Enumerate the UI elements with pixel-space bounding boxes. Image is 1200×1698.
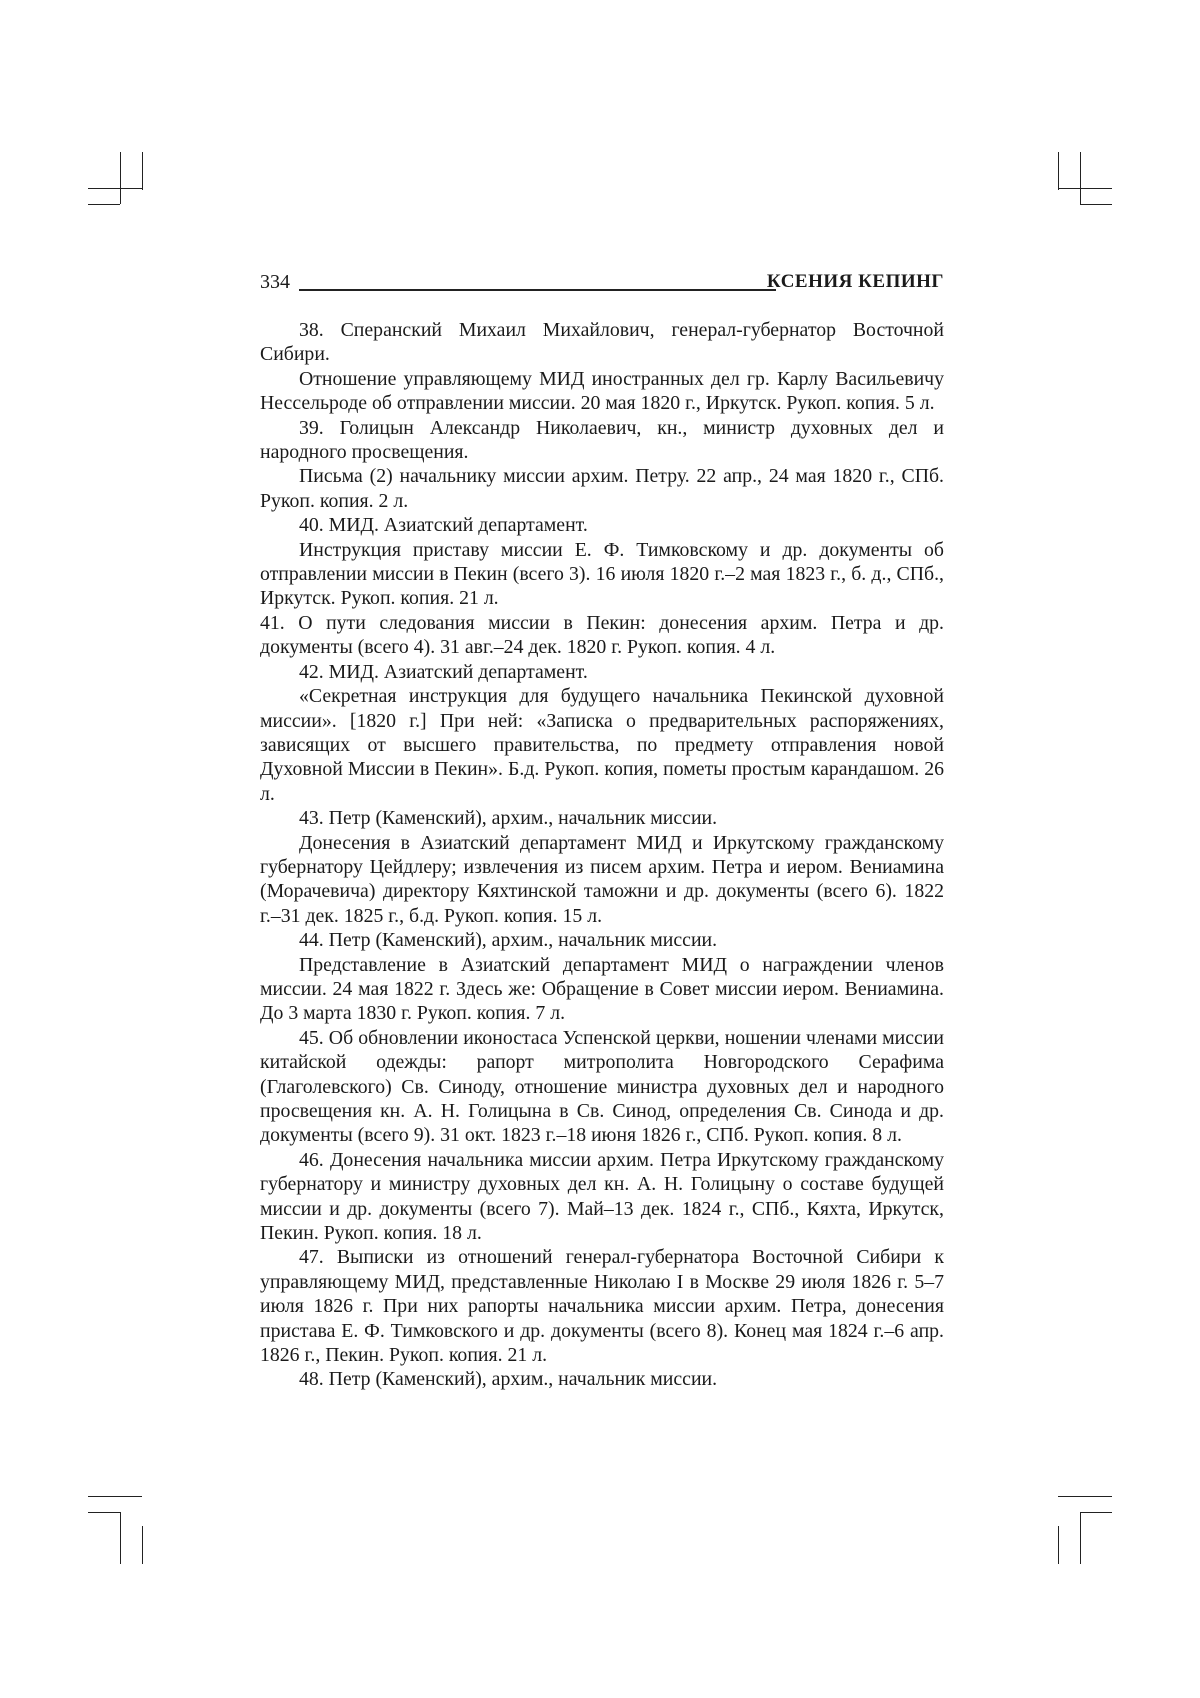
header-rule [299,289,776,291]
crop-mark [88,204,120,205]
entry-heading: 40. МИД. Азиатский департамент. [299,514,588,537]
crop-mark [1080,152,1081,204]
entry-heading: 42. МИД. Азиатский департамент. [299,660,588,683]
entry-description: Представление в Азиатский департамент МИД о награждении членов миссии. 24 мая 1822 г. Здесь же: Обращение в Совет миссии иером. Вениамина. До 3 марта 1830 г. Рукоп. копия. 7 л. [260,953,944,1025]
crop-mark [142,152,143,190]
crop-mark [88,1496,142,1497]
crop-mark [120,152,121,204]
entry-heading: 46. Донесения начальника миссии архим. Петра Иркутскому гражданскому губернатору и министру духовных дел кн. А. Н. Голицыну о составе будущей миссии и др. документы (всего 7). Май–13 дек. 1824 г., СПб., Кяхта, Иркутск, Пекин. Рукоп. копия. 18 л. [260,1148,944,1245]
crop-mark [1058,1496,1112,1497]
entry-heading: 44. Петр (Каменский), архим., начальник миссии. [299,929,718,952]
entry-heading: 38. Сперанский Михаил Михайлович, генерал-губернатор Восточной Сибири. [260,319,944,366]
crop-mark [1080,204,1112,205]
crop-mark [88,1512,120,1513]
crop-mark [88,188,142,189]
crop-mark [120,1512,121,1564]
crop-mark [1058,188,1112,189]
entry-heading: 41. О пути следования миссии в Пекин: донесения архим. Петра и др. документы (всего 4). 31 авг.–24 дек. 1820 г. Рукоп. копия. 4 л. [260,611,944,659]
catalog-entries [260,318,944,1392]
entry-description: Донесения в Азиатский департамент МИД и Иркутскому гражданскому губернатору Цейдлеру; извлечения из писем архим. Петра и иером. Вениамина (Морачевича) директору Кяхтинской таможни и др. документы (всего 6). 1822 г.–31 дек. 1825 г., б.д. Рукоп. копия. 15 л. [260,831,944,927]
entry-heading: 45. Об обновлении иконостаса Успенской церкви, ношении членами миссии китайской одежды: рапорт митрополита Новгородского Серафима (Глаголевского) Св. Синоду, отношение министра духовных дел и народного просвещения кн. А. Н. Голицына в Св. Синод, определения Св. Синода и др. документы (всего 9). 31 окт. 1823 г.–18 июня 1826 г., СПб. Рукоп. копия. 8 л. [260,1026,944,1147]
running-title: КСЕНИЯ КЕПИНГ [766,271,944,292]
entry-heading: 48. Петр (Каменский), архим., начальник миссии. [299,1368,718,1391]
crop-mark [142,1526,143,1564]
entry-description: Письма (2) начальнику миссии архим. Петру. 22 апр., 24 мая 1820 г., СПб. Рукоп. копия. 2 л. [260,465,944,512]
page-number: 334 [260,271,290,293]
running-header [260,268,944,296]
entry-description: Отношение управляющему МИД иностранных дел гр. Карлу Васильевичу Нессельроде об отправлении миссии. 20 мая 1820 г., Иркутск. Рукоп. копия. 5 л. [260,367,944,415]
entry-heading: 43. Петр (Каменский), архим., начальник миссии. [299,807,718,830]
crop-mark [1058,1526,1059,1564]
crop-mark [1080,1512,1112,1513]
entry-description: «Секретная инструкция для будущего начальника Пекинской духовной миссии». [1820 г.] При ней: «Записка о предварительных распоряжениях, зависящих от высшего правительства, по предмету отправления новой Духовной Миссии в Пекин». Б.д. Рукоп. копия, пометы простым карандашом. 26 л. [260,685,944,805]
crop-mark [1080,1512,1081,1564]
entry-description: Инструкция приставу миссии Е. Ф. Тимковскому и др. документы об отправлении миссии в Пекин (всего 3). 16 июля 1820 г.–2 мая 1823 г., б. д., СПб., Иркутск. Рукоп. копия. 21 л. [260,538,944,610]
entry-heading: 39. Голицын Александр Николаевич, кн., министр духовных дел и народного просвещения. [260,416,944,464]
entry-heading: 47. Выписки из отношений генерал-губернатора Восточной Сибири к управляющему МИД, представленные Николаю I в Москве 29 июля 1826 г. 5–7 июля 1826 г. При них рапорты начальника миссии архим. Петра, донесения пристава Е. Ф. Тимковского и др. документы (всего 8). Конец мая 1824 г.–6 апр. 1826 г., Пекин. Рукоп. копия. 21 л. [260,1246,944,1367]
crop-mark [1058,152,1059,190]
